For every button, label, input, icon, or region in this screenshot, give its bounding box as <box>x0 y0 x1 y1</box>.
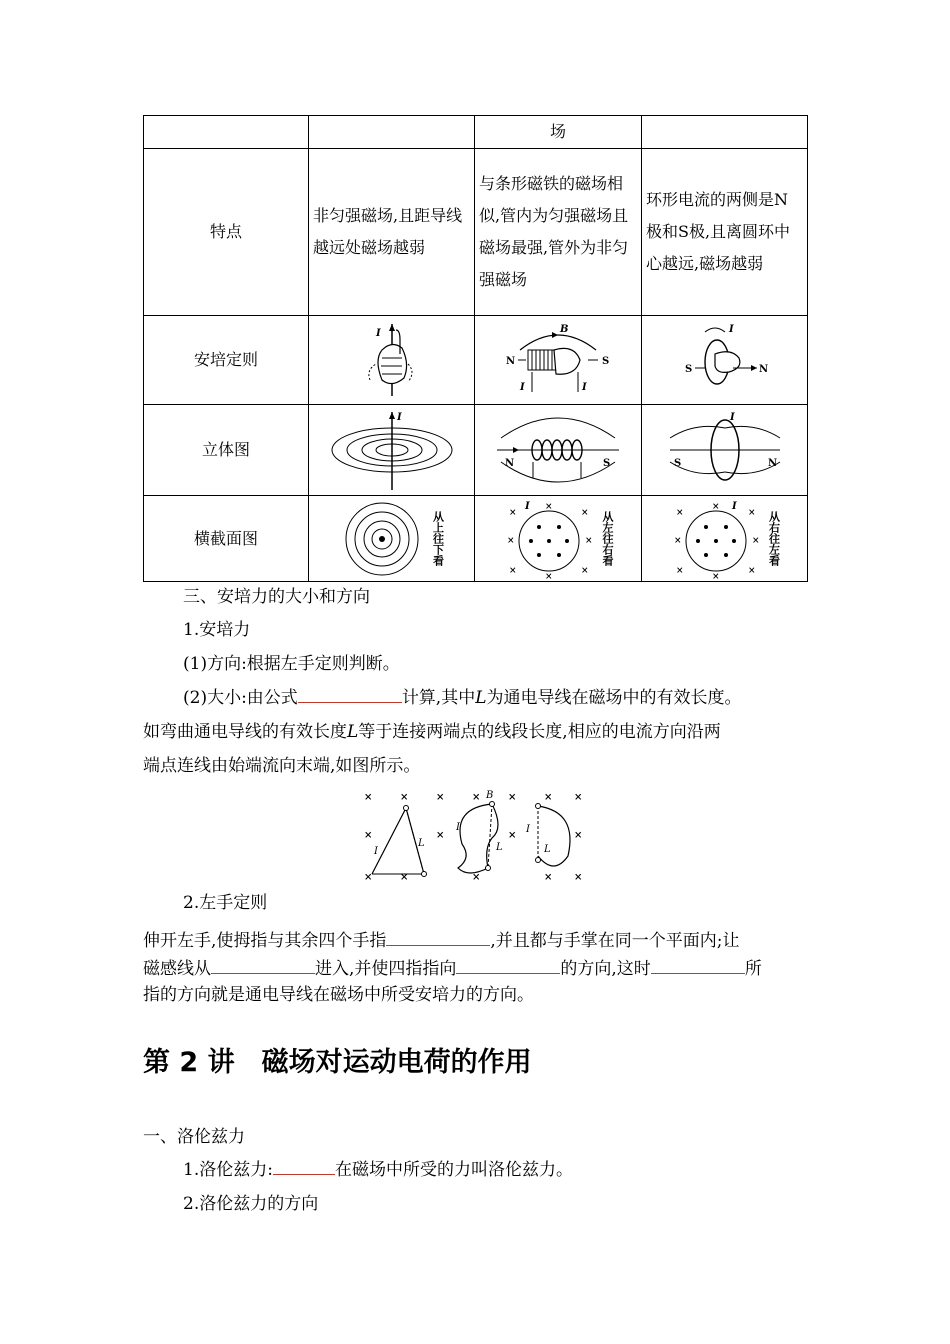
svg-text:N: N <box>758 364 768 375</box>
ampere-rule-ring-cell <box>642 316 808 405</box>
feature-solenoid: 与条形磁铁的磁场相似,管内为匀强磁场且磁场最强,管外为非匀强磁场 <box>475 149 642 316</box>
solenoid-field-3d-figure <box>493 408 623 492</box>
fingers-blank[interactable] <box>386 925 490 946</box>
text: L <box>475 688 487 708</box>
hand-grip-solenoid-figure <box>498 320 618 400</box>
header-cell <box>642 116 808 149</box>
table-row-cross-section <box>144 496 808 582</box>
svg-text:I: I <box>396 412 402 423</box>
svg-text:×: × <box>673 535 682 546</box>
hand-grip-ring-figure <box>675 320 775 400</box>
rule-line-1 <box>143 925 740 955</box>
formula-blank[interactable] <box>298 682 402 703</box>
svg-text:S: S <box>684 364 692 375</box>
four-fingers-blank[interactable] <box>456 953 560 974</box>
svg-text:×: × <box>544 872 553 883</box>
wire-field-3d-figure <box>327 408 457 492</box>
svg-text:N: N <box>767 458 777 469</box>
svg-text:×: × <box>544 792 553 803</box>
row-label: 特点 <box>144 149 309 316</box>
rule-line-3: 指的方向就是通电导线在磁场中所受安培力的方向。 <box>143 985 534 1005</box>
svg-text:×: × <box>400 872 409 883</box>
text: 1.洛伦兹力: <box>183 1160 273 1180</box>
svg-text:I: I <box>375 328 381 339</box>
table-row-features <box>144 149 808 316</box>
magnetic-field-table <box>143 115 808 582</box>
text: 等于连接两端点的线段长度,相应的电流方向沿两 <box>358 722 721 742</box>
svg-text:×: × <box>574 872 583 883</box>
item-lorentz-direction: 2.洛伦兹力的方向 <box>183 1194 319 1214</box>
text: 计算,其中 <box>401 688 476 708</box>
svg-text:L: L <box>496 842 503 853</box>
text: 进入,并使四指指向 <box>315 959 457 979</box>
svg-text:×: × <box>585 535 593 546</box>
table-header-row <box>144 116 808 149</box>
svg-text:B: B <box>486 790 494 801</box>
svg-text:×: × <box>472 792 481 803</box>
svg-text:×: × <box>436 792 445 803</box>
svg-text:×: × <box>364 872 373 883</box>
item-left-hand-rule: 2.左手定则 <box>183 893 268 913</box>
view-direction-note: 从左往右看 <box>601 511 614 566</box>
svg-text:×: × <box>472 872 481 883</box>
paragraph-line <box>143 715 721 749</box>
3d-ring-cell <box>642 405 808 496</box>
text: (2)大小:由公式 <box>183 688 298 708</box>
charge-blank[interactable] <box>273 1154 335 1175</box>
svg-text:I: I <box>731 500 737 512</box>
svg-text:×: × <box>675 565 684 576</box>
svg-text:×: × <box>747 507 756 518</box>
svg-text:S: S <box>673 458 681 469</box>
cross-wire-cell <box>309 496 475 582</box>
text: 在磁场中所受的力叫洛伦兹力。 <box>334 1160 573 1180</box>
svg-text:×: × <box>574 830 583 841</box>
ring-cross-section-figure <box>670 499 766 579</box>
header-cell <box>144 116 309 149</box>
cross-ring-cell <box>642 496 808 582</box>
3d-solenoid-cell <box>475 405 642 496</box>
svg-text:I: I <box>456 822 460 833</box>
3d-wire-cell <box>309 405 475 496</box>
svg-text:S: S <box>602 356 610 367</box>
section-heading: 一、洛伦兹力 <box>143 1127 245 1147</box>
thumb-blank[interactable] <box>651 953 745 974</box>
effective-length-figure <box>360 788 590 884</box>
svg-text:I: I <box>728 324 734 335</box>
text: ,并且都与手掌在同一个平面内;让 <box>490 931 740 951</box>
svg-text:×: × <box>581 507 589 518</box>
svg-text:×: × <box>751 535 760 546</box>
row-label: 安培定则 <box>144 316 309 405</box>
item-ampere-force: 1.安培力 <box>183 620 251 640</box>
feature-straight-wire: 非匀强磁场,且距导线越远处磁场越弱 <box>309 149 475 316</box>
text: 磁感线从 <box>143 959 211 979</box>
cross-solenoid-cell <box>475 496 642 582</box>
svg-text:I: I <box>520 382 525 393</box>
svg-text:I: I <box>729 412 735 423</box>
svg-text:×: × <box>711 501 720 512</box>
text: 所 <box>744 959 762 979</box>
svg-text:S: S <box>603 458 611 469</box>
item-lorentz-force <box>183 1153 573 1187</box>
svg-text:×: × <box>675 507 684 518</box>
table-row-3d-view <box>144 405 808 496</box>
svg-text:×: × <box>364 830 373 841</box>
hand-grip-wire-figure <box>352 320 432 400</box>
svg-text:N: N <box>506 356 516 367</box>
svg-text:×: × <box>545 571 553 579</box>
svg-text:L: L <box>418 838 425 849</box>
svg-text:×: × <box>711 571 720 579</box>
row-label: 横截面图 <box>144 496 309 582</box>
wire-cross-section-figure <box>340 499 430 579</box>
svg-text:×: × <box>545 501 553 512</box>
svg-text:B: B <box>560 324 569 335</box>
solenoid-cross-section-figure <box>503 499 599 579</box>
svg-text:N: N <box>505 458 515 469</box>
svg-text:I: I <box>525 500 530 512</box>
svg-text:×: × <box>436 830 445 841</box>
svg-text:×: × <box>574 792 583 803</box>
svg-text:×: × <box>364 792 373 803</box>
paragraph-line: 端点连线由始端流向末端,如图所示。 <box>143 756 421 776</box>
svg-text:×: × <box>508 830 517 841</box>
section-heading: 三、安培力的大小和方向 <box>183 587 370 607</box>
text: L <box>347 722 359 742</box>
text: 如弯曲通电导线的有效长度 <box>143 722 347 742</box>
text: 为通电导线在磁场中的有效长度。 <box>486 688 742 708</box>
text: 的方向,这时 <box>560 959 651 979</box>
item-direction: (1)方向:根据左手定则判断。 <box>183 654 400 674</box>
lecture-title: 第 2 讲 磁场对运动电荷的作用 <box>143 1047 532 1078</box>
text: 伸开左手,使拇指与其余四个手指 <box>143 931 387 951</box>
svg-text:×: × <box>400 792 409 803</box>
svg-text:L: L <box>544 844 551 855</box>
header-cell: 场 <box>475 116 642 149</box>
svg-text:I: I <box>526 824 530 835</box>
header-cell <box>309 116 475 149</box>
svg-text:×: × <box>509 565 517 576</box>
svg-text:I: I <box>582 382 587 393</box>
feature-ring-current: 环形电流的两侧是N极和S极,且离圆环中心越远,磁场越弱 <box>642 149 808 316</box>
svg-text:×: × <box>581 565 589 576</box>
row-label: 立体图 <box>144 405 309 496</box>
rule-line-2 <box>143 953 762 983</box>
view-direction-note: 从上往下看 <box>431 511 445 566</box>
ampere-rule-solenoid-cell <box>475 316 642 405</box>
ampere-rule-wire-cell <box>309 316 475 405</box>
field-lines-blank[interactable] <box>211 953 315 974</box>
item-magnitude <box>183 681 742 715</box>
table-row-ampere-rule <box>144 316 808 405</box>
view-direction-note: 从右往左看 <box>767 511 781 566</box>
svg-text:×: × <box>507 535 515 546</box>
svg-text:×: × <box>509 507 517 518</box>
svg-text:×: × <box>508 792 517 803</box>
svg-text:I: I <box>374 846 378 857</box>
svg-text:×: × <box>747 565 756 576</box>
ring-field-3d-figure <box>660 408 790 492</box>
